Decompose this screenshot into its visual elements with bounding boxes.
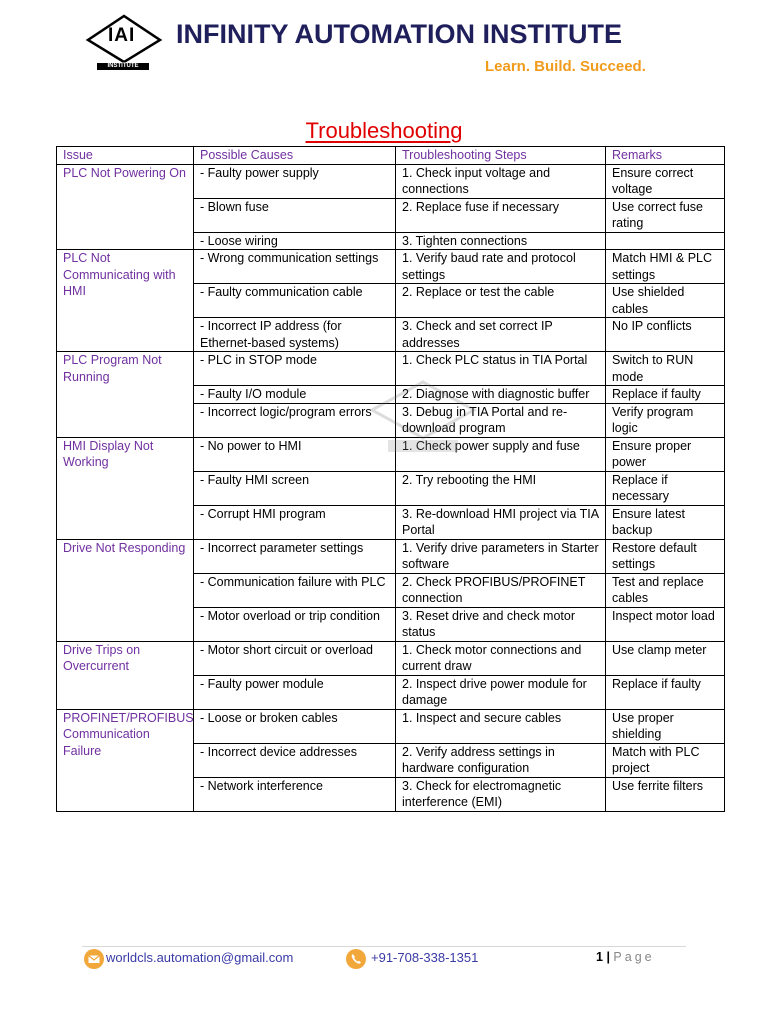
- table-row: [57, 437, 725, 471]
- step-cell: 1. Check motor connections and current draw: [396, 641, 606, 675]
- cause-cell: - Motor short circuit or overload: [194, 641, 396, 675]
- issue-cell: Drive Trips on Overcurrent: [57, 641, 194, 709]
- issue-cell: PLC Not Communicating with HMI: [57, 250, 194, 352]
- issue-cell: Drive Not Responding: [57, 539, 194, 641]
- institute-logo: [84, 14, 164, 74]
- cause-cell: - Motor overload or trip condition: [194, 607, 396, 641]
- cause-cell: - Incorrect IP address (for Ethernet-based systems): [194, 318, 396, 352]
- remark-cell: Use proper shielding: [606, 709, 725, 743]
- cause-cell: - Faulty power supply: [194, 164, 396, 198]
- cause-cell: - Incorrect logic/program errors: [194, 403, 396, 437]
- page-number-value: 1: [596, 950, 603, 964]
- cause-cell: - PLC in STOP mode: [194, 352, 396, 386]
- cause-cell: - Communication failure with PLC: [194, 573, 396, 607]
- cause-cell: - Faulty HMI screen: [194, 471, 396, 505]
- step-cell: 1. Verify drive parameters in Starter software: [396, 539, 606, 573]
- table-row: [57, 539, 725, 573]
- cause-cell: - Wrong communication settings: [194, 250, 396, 284]
- step-cell: 1. Check PLC status in TIA Portal: [396, 352, 606, 386]
- logo-subtext: INSTITUTE: [97, 63, 149, 70]
- page-title: Troubleshooting: [305, 118, 463, 143]
- step-cell: 1. Check input voltage and connections: [396, 164, 606, 198]
- table-row: [57, 352, 725, 386]
- step-cell: 2. Check PROFIBUS/PROFINET connection: [396, 573, 606, 607]
- table-row: [57, 709, 725, 743]
- step-cell: 3. Tighten connections: [396, 232, 606, 250]
- step-cell: 1. Inspect and secure cables: [396, 709, 606, 743]
- remark-cell: Switch to RUN mode: [606, 352, 725, 386]
- remark-cell: Use ferrite filters: [606, 777, 725, 811]
- cause-cell: - Incorrect device addresses: [194, 743, 396, 777]
- cause-cell: - Blown fuse: [194, 198, 396, 232]
- table-header-row: [57, 147, 725, 165]
- remark-cell: Restore default settings: [606, 539, 725, 573]
- step-cell: 2. Verify address settings in hardware configuration: [396, 743, 606, 777]
- issue-cell: PLC Program Not Running: [57, 352, 194, 438]
- step-cell: 3. Re-download HMI project via TIA Portal: [396, 505, 606, 539]
- email-icon: [84, 949, 104, 969]
- step-cell: 2. Replace fuse if necessary: [396, 198, 606, 232]
- footer-phone[interactable]: +91-708-338-1351: [371, 950, 479, 965]
- step-cell: 2. Inspect drive power module for damage: [396, 675, 606, 709]
- remark-cell: Ensure correct voltage: [606, 164, 725, 198]
- issue-cell: PLC Not Powering On: [57, 164, 194, 250]
- remark-cell: [606, 232, 725, 250]
- logo-text: IAI: [108, 25, 136, 46]
- phone-icon: [346, 949, 366, 969]
- cause-cell: - Corrupt HMI program: [194, 505, 396, 539]
- remark-cell: Match HMI & PLC settings: [606, 250, 725, 284]
- header-issue: Issue: [57, 147, 194, 165]
- troubleshooting-table: [56, 146, 725, 812]
- cause-cell: - Faulty I/O module: [194, 386, 396, 404]
- issue-cell: HMI Display Not Working: [57, 437, 194, 539]
- issue-cell: PROFINET/PROFIBUS Communication Failure: [57, 709, 194, 811]
- cause-cell: - No power to HMI: [194, 437, 396, 471]
- organization-name: INFINITY AUTOMATION INSTITUTE: [176, 19, 622, 49]
- remark-cell: Match with PLC project: [606, 743, 725, 777]
- remark-cell: Use shielded cables: [606, 284, 725, 318]
- step-cell: 2. Replace or test the cable: [396, 284, 606, 318]
- table-row: [57, 250, 725, 284]
- step-cell: 3. Debug in TIA Portal and re-download program: [396, 403, 606, 437]
- tagline: Learn. Build. Succeed.: [485, 58, 646, 75]
- step-cell: 2. Try rebooting the HMI: [396, 471, 606, 505]
- cause-cell: - Network interference: [194, 777, 396, 811]
- remark-cell: Use correct fuse rating: [606, 198, 725, 232]
- step-cell: 3. Reset drive and check motor status: [396, 607, 606, 641]
- header-troubleshooting-steps: Troubleshooting Steps: [396, 147, 606, 165]
- table-row: [57, 641, 725, 675]
- page-number: [596, 950, 655, 964]
- cause-cell: - Faulty communication cable: [194, 284, 396, 318]
- remark-cell: Test and replace cables: [606, 573, 725, 607]
- remark-cell: Use clamp meter: [606, 641, 725, 675]
- remark-cell: Verify program logic: [606, 403, 725, 437]
- step-cell: 2. Diagnose with diagnostic buffer: [396, 386, 606, 404]
- cause-cell: - Loose or broken cables: [194, 709, 396, 743]
- remark-cell: Ensure latest backup: [606, 505, 725, 539]
- cause-cell: - Incorrect parameter settings: [194, 539, 396, 573]
- cause-cell: - Loose wiring: [194, 232, 396, 250]
- step-cell: 3. Check and set correct IP addresses: [396, 318, 606, 352]
- remark-cell: Replace if faulty: [606, 386, 725, 404]
- step-cell: 1. Check power supply and fuse: [396, 437, 606, 471]
- remark-cell: Inspect motor load: [606, 607, 725, 641]
- table-row: [57, 164, 725, 198]
- table-body: [57, 164, 725, 811]
- remark-cell: Replace if faulty: [606, 675, 725, 709]
- page-separator: |: [606, 950, 610, 964]
- footer-email[interactable]: worldcls.automation@gmail.com: [106, 950, 294, 965]
- remark-cell: No IP conflicts: [606, 318, 725, 352]
- step-cell: 1. Verify baud rate and protocol settings: [396, 250, 606, 284]
- remark-cell: Replace if necessary: [606, 471, 725, 505]
- header-remarks: Remarks: [606, 147, 725, 165]
- step-cell: 3. Check for electromagnetic interference (EMI): [396, 777, 606, 811]
- footer-divider: [82, 946, 686, 947]
- cause-cell: - Faulty power module: [194, 675, 396, 709]
- remark-cell: Ensure proper power: [606, 437, 725, 471]
- header-possible-causes: Possible Causes: [194, 147, 396, 165]
- page-label: Page: [613, 950, 655, 964]
